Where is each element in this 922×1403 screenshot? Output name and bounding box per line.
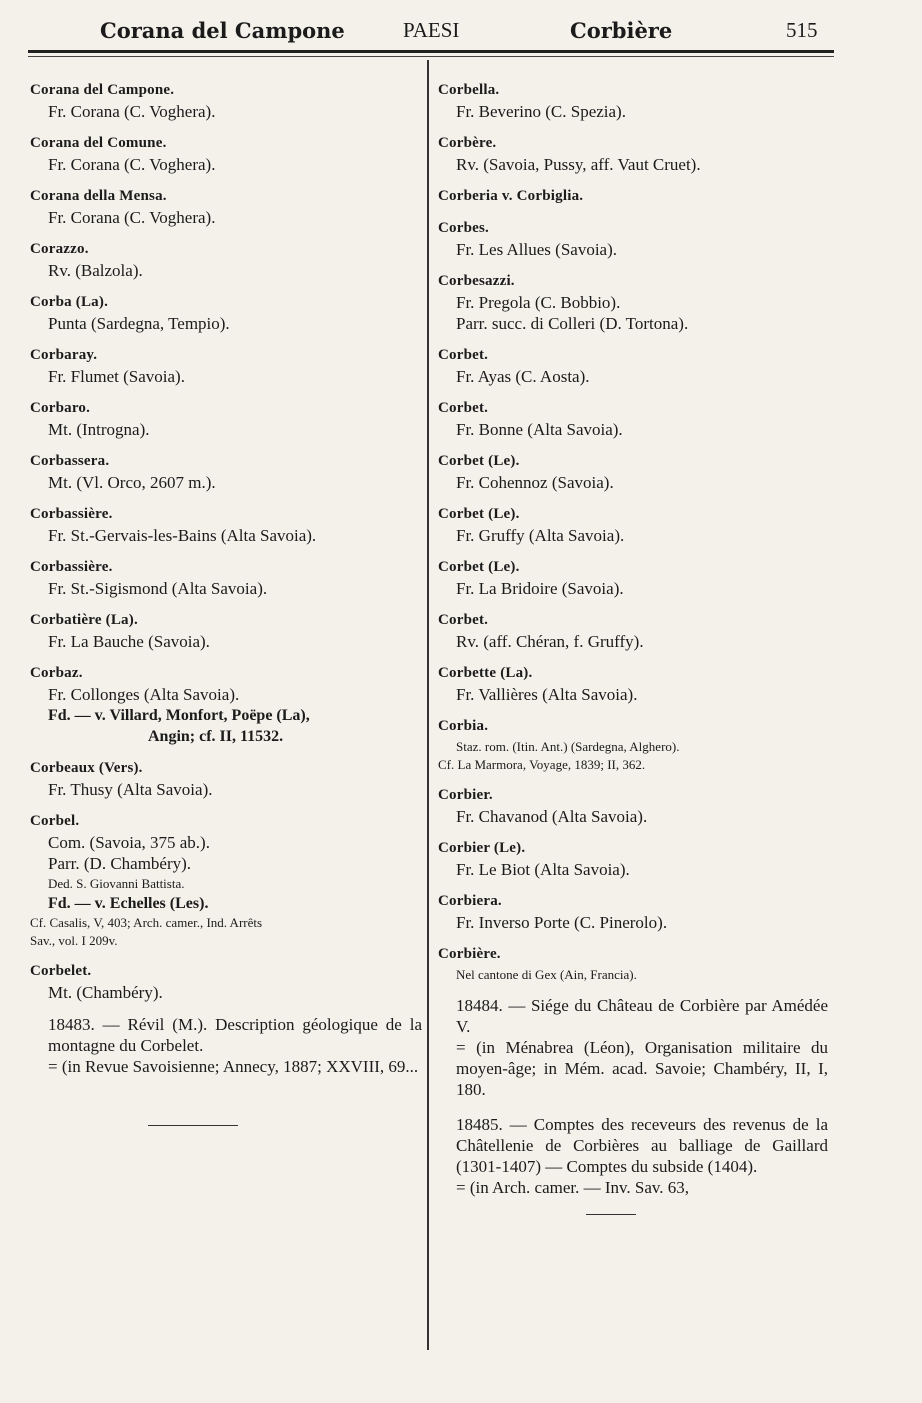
gazetteer-entry <box>438 610 828 652</box>
entry-line: Fr. La Bridoire (Savoia). <box>456 579 624 598</box>
gazetteer-entry <box>438 557 828 599</box>
paragraph-ref: = (in Ménabrea (Léon), Organisation militaire du moyen-âge; in Mém. acad. Savoie; Chambéry, II, I, 180. <box>456 1038 828 1099</box>
header-rule-thin <box>28 56 834 57</box>
entry-paragraph <box>438 1114 828 1198</box>
gazetteer-entry <box>30 663 422 747</box>
gazetteer-entry <box>438 398 828 440</box>
entry-heading: Corbaray. <box>30 347 98 363</box>
entry-heading: Corbaz. <box>30 665 83 681</box>
entry-heading: Corana del Campone. <box>30 82 175 98</box>
paragraph-text: — Révil (M.). Description géologique de la montagne du Corbelet. <box>48 1015 423 1055</box>
entry-line: Mt. (Chambéry). <box>48 983 163 1002</box>
entry-line: Fr. Pregola (C. Bobbio). <box>456 293 621 312</box>
gazetteer-entry <box>438 716 828 774</box>
entry-heading: Corbia. <box>438 718 489 734</box>
entry-line: Fr. Inverso Porte (C. Pinerolo). <box>456 913 668 932</box>
entry-paragraph <box>438 995 828 1100</box>
entry-heading: Corbère. <box>438 135 497 151</box>
entry-heading: Corana del Comune. <box>30 135 167 151</box>
entry-line: Parr. succ. di Colleri (D. Tortona). <box>456 314 689 333</box>
entry-heading: Corbet (Le). <box>438 453 520 469</box>
gazetteer-entry <box>438 451 828 493</box>
entry-line: Fr. Chavanod (Alta Savoia). <box>456 807 648 826</box>
paragraph-number: 18484. <box>456 996 503 1015</box>
entry-line: Fr. Cohennoz (Savoia). <box>456 473 614 492</box>
paragraph-number: 18485. <box>456 1115 503 1134</box>
gazetteer-entry <box>438 271 828 334</box>
entry-heading: Corberia v. Corbiglia. <box>438 188 584 204</box>
entry-line: Angin; cf. II, 11532. <box>148 728 284 745</box>
entry-line: Fr. Ayas (C. Aosta). <box>456 367 590 386</box>
entry-line: Fr. Collonges (Alta Savoia). <box>48 685 240 704</box>
left-column <box>30 80 422 1126</box>
entry-heading: Corazzo. <box>30 241 89 257</box>
entry-heading: Corbassière. <box>30 506 113 522</box>
header-rule <box>28 50 834 53</box>
gazetteer-entry <box>30 239 422 281</box>
gazetteer-entry <box>438 133 828 175</box>
gazetteer-entry <box>30 451 422 493</box>
entry-line: Fr. Corana (C. Voghera). <box>48 102 216 121</box>
gazetteer-entry <box>438 944 828 984</box>
entry-heading: Corbes. <box>438 220 489 236</box>
paragraph-text: — Siége du Château de Corbière par Amédée V. <box>456 996 828 1036</box>
gazetteer-entry <box>30 186 422 228</box>
gazetteer-entry <box>30 504 422 546</box>
entry-heading: Corbassière. <box>30 559 113 575</box>
end-rule-right <box>586 1214 636 1215</box>
entry-heading: Corbatière (La). <box>30 612 138 628</box>
entry-line: Fr. Corana (C. Voghera). <box>48 155 216 174</box>
entry-line: Punta (Sardegna, Tempio). <box>48 314 230 333</box>
entry-line: Fd. — v. Echelles (Les). <box>48 895 209 912</box>
entry-heading: Corba (La). <box>30 294 109 310</box>
entry-line: Rv. (aff. Chéran, f. Gruffy). <box>456 632 644 651</box>
entry-heading: Corbiera. <box>438 893 502 909</box>
entry-line: Fr. Bonne (Alta Savoia). <box>456 420 623 439</box>
entry-heading: Corbière. <box>438 946 501 962</box>
entry-line: Fr. Flumet (Savoia). <box>48 367 185 386</box>
entry-line: Nel cantone di Gex (Ain, Francia). <box>456 967 637 982</box>
paragraph-ref: = (in Arch. camer. — Inv. Sav. 63, <box>456 1178 690 1197</box>
gazetteer-entry <box>30 811 422 950</box>
page-number: 515 <box>786 18 818 42</box>
entry-line: Ded. S. Giovanni Battista. <box>48 876 185 891</box>
entry-heading: Corbet (Le). <box>438 559 520 575</box>
running-head-left: Corana del Campone <box>100 18 345 43</box>
gazetteer-entry <box>438 504 828 546</box>
gazetteer-entry <box>438 785 828 827</box>
entry-heading: Corbier (Le). <box>438 840 526 856</box>
gazetteer-entry <box>438 345 828 387</box>
gazetteer-entry <box>30 961 422 1003</box>
entry-heading: Corbassera. <box>30 453 110 469</box>
running-head <box>30 18 862 48</box>
entry-line: Fd. — v. Villard, Monfort, Poëpe (La), <box>48 707 310 724</box>
column-divider <box>427 60 429 1350</box>
entry-line: Cf. Casalis, V, 403; Arch. camer., Ind. Arrêts <box>30 915 263 930</box>
entry-heading: Corbesazzi. <box>438 273 515 289</box>
gazetteer-entry <box>30 345 422 387</box>
entry-line: Fr. Thusy (Alta Savoia). <box>48 780 213 799</box>
gazetteer-entry <box>438 838 828 880</box>
gazetteer-entry <box>438 891 828 933</box>
running-head-center: PAESI <box>403 18 460 42</box>
entry-line: Staz. rom. (Itin. Ant.) (Sardegna, Alghero). <box>456 739 680 754</box>
entry-line: Fr. La Bauche (Savoia). <box>48 632 210 651</box>
entry-line: Fr. Beverino (C. Spezia). <box>456 102 626 121</box>
entry-heading: Corbella. <box>438 82 500 98</box>
paragraph-body <box>438 1114 828 1177</box>
gazetteer-entry <box>30 292 422 334</box>
entry-line: Fr. Les Allues (Savoia). <box>456 240 618 259</box>
entry-line: Fr. Corana (C. Voghera). <box>48 208 216 227</box>
paragraph-text: — Comptes des receveurs des revenus de la Châtellenie de Corbières au balliage de Gaillard (1301-1407) — Comptes du subside (1404). <box>456 1115 829 1176</box>
entry-line: Mt. (Introgna). <box>48 420 150 439</box>
entry-line: Sav., vol. I 209v. <box>30 933 118 948</box>
entry-line: Com. (Savoia, 375 ab.). <box>48 833 210 852</box>
entry-heading: Corbaro. <box>30 400 91 416</box>
entry-heading: Corbeaux (Vers). <box>30 760 143 776</box>
entry-paragraph-18483 <box>30 1014 422 1077</box>
entry-line: Cf. La Marmora, Voyage, 1839; II, 362. <box>438 757 646 772</box>
entry-line: Fr. Gruffy (Alta Savoia). <box>456 526 625 545</box>
entry-line: Fr. Vallières (Alta Savoia). <box>456 685 638 704</box>
gazetteer-entry <box>30 133 422 175</box>
paragraph-ref: = (in Revue Savoisienne; Annecy, 1887; XXVIII, 69... <box>48 1057 419 1076</box>
gazetteer-entry <box>438 186 828 207</box>
entry-heading: Corbette (La). <box>438 665 533 681</box>
entry-line: Fr. St.-Sigismond (Alta Savoia). <box>48 579 268 598</box>
entry-heading: Corbet (Le). <box>438 506 520 522</box>
entry-line: Parr. (D. Chambéry). <box>48 854 192 873</box>
gazetteer-entry <box>30 557 422 599</box>
entry-heading: Corbet. <box>438 400 489 416</box>
entry-heading: Corbelet. <box>30 963 92 979</box>
entry-line: Mt. (Vl. Orco, 2607 m.). <box>48 473 216 492</box>
gazetteer-entry <box>30 80 422 122</box>
entry-heading: Corbier. <box>438 787 493 803</box>
gazetteer-entry <box>438 218 828 260</box>
paragraph-number: 18483. <box>48 1015 95 1034</box>
entry-heading: Corana della Mensa. <box>30 188 167 204</box>
entry-heading: Corbet. <box>438 612 489 628</box>
end-rule <box>148 1125 238 1126</box>
paragraph-body <box>438 995 828 1037</box>
entry-line: Fr. St.-Gervais-les-Bains (Alta Savoia). <box>48 526 317 545</box>
entry-line: Fr. Le Biot (Alta Savoia). <box>456 860 630 879</box>
entry-line: Rv. (Balzola). <box>48 261 143 280</box>
entry-line: Rv. (Savoia, Pussy, aff. Vaut Cruet). <box>456 155 701 174</box>
gazetteer-entry <box>30 398 422 440</box>
gazetteer-entry <box>438 80 828 122</box>
entry-heading: Corbel. <box>30 813 80 829</box>
gazetteer-entry <box>438 663 828 705</box>
entry-heading: Corbet. <box>438 347 489 363</box>
running-head-right: Corbière <box>570 18 673 43</box>
gazetteer-entry <box>30 610 422 652</box>
right-column <box>438 80 828 1215</box>
gazetteer-entry <box>30 758 422 800</box>
